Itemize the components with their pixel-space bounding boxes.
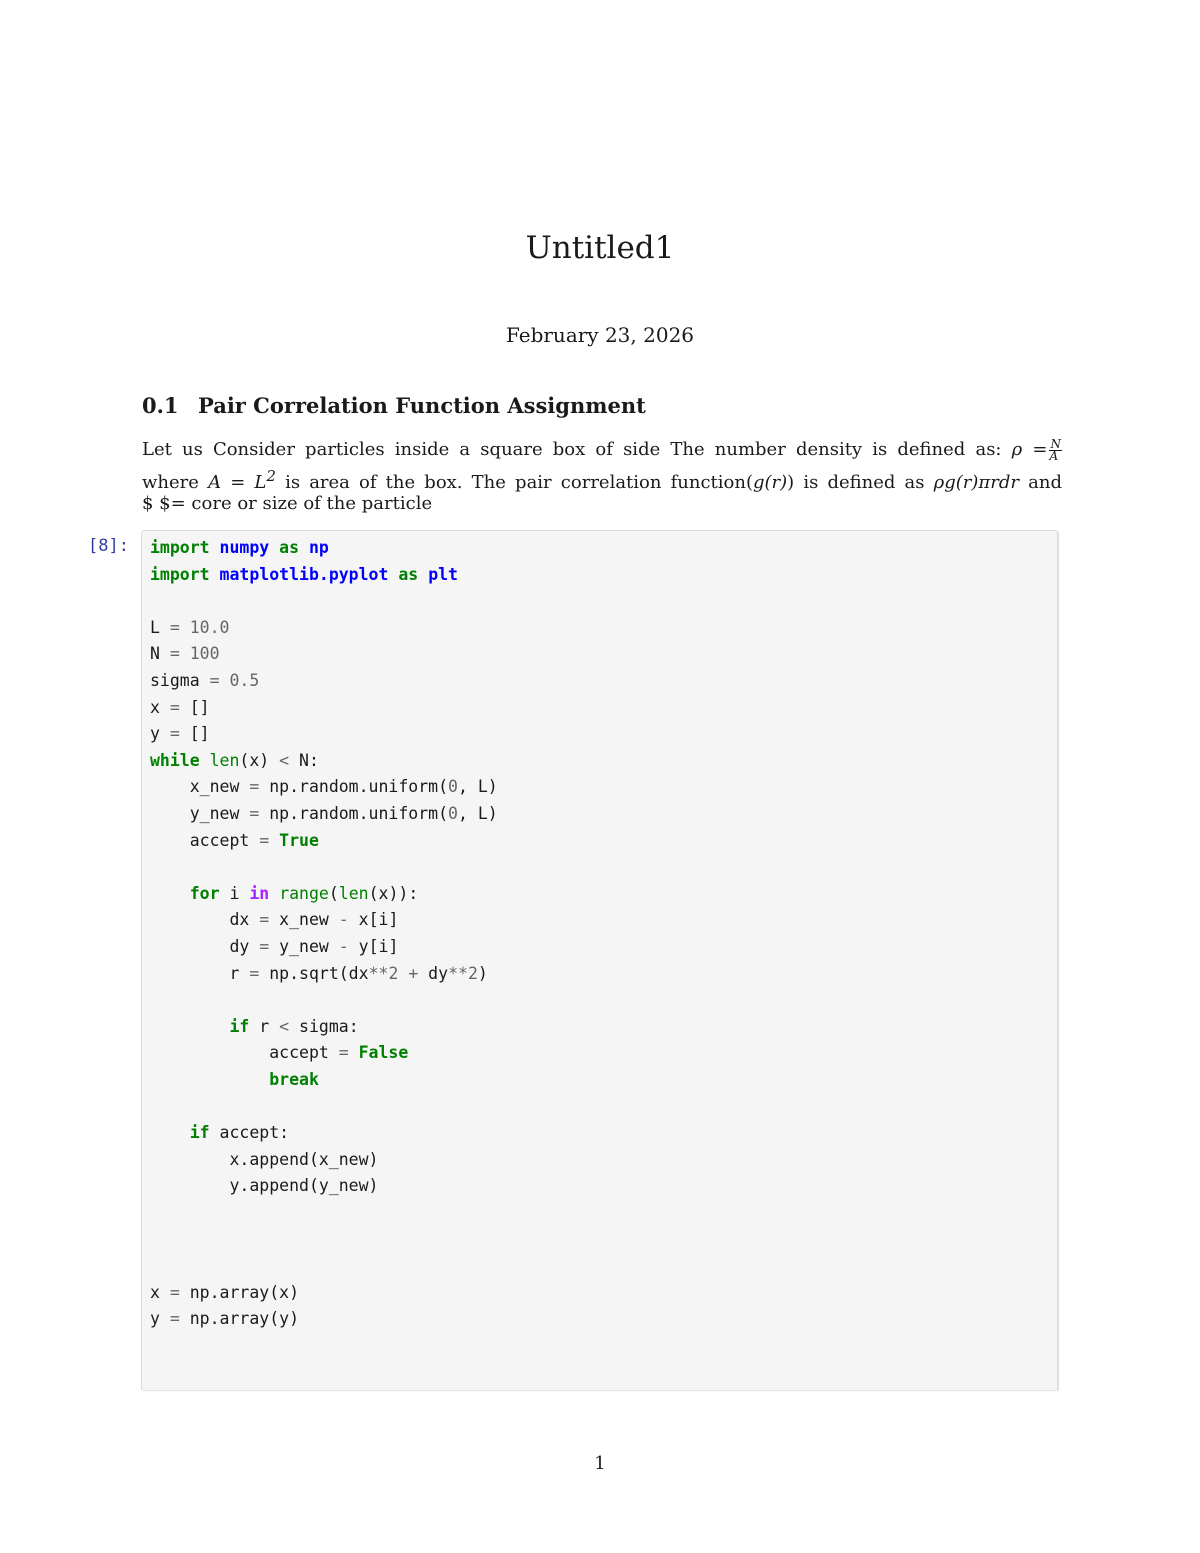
section-number: 0.1 (142, 393, 179, 418)
code-cell[interactable] (141, 530, 1058, 1390)
pair-correlation-text: is area of the box. The pair correlation function( (285, 472, 753, 493)
code-line: break (269, 1069, 319, 1089)
code-line: for i in range(len(x)): (189, 883, 419, 903)
code-line: y_new = np.random.uniform(0, L) (150, 803, 498, 823)
code-line: x = np.array(x) (150, 1282, 300, 1302)
code-line: x_new = np.random.uniform(0, L) (150, 777, 498, 797)
code-line (150, 854, 498, 881)
code-line: x.append(x_new) (150, 1149, 379, 1169)
code-line: import matplotlib.pyplot as plt (150, 564, 458, 584)
code-line: r = np.sqrt(dx**2 + dy**2) (150, 963, 488, 983)
code-block[interactable] (150, 535, 498, 1333)
code-line: accept = False (150, 1043, 409, 1063)
definition-expression: ρg(r)πrdr (933, 472, 1019, 493)
section-heading (142, 393, 646, 418)
rho-symbol: ρ (1011, 439, 1023, 460)
code-line: sigma = 0.5 (150, 670, 260, 690)
code-line: dx = x_new - x[i] (150, 910, 399, 930)
code-line (150, 1093, 498, 1120)
code-line: import numpy as np (150, 538, 329, 557)
code-line: y.append(y_new) (150, 1176, 379, 1196)
cell-prompt: [8]: (88, 536, 129, 556)
code-line (150, 1226, 498, 1253)
where-word: where (142, 472, 199, 493)
code-line (150, 987, 498, 1014)
paragraph-line-1 (142, 436, 1062, 463)
paragraph-line-2 (142, 463, 1062, 493)
page-number: 1 (594, 1453, 606, 1474)
code-line: if r < sigma: (229, 1016, 359, 1036)
code-line: if accept: (189, 1123, 290, 1143)
document-date: February 23, 2026 (505, 323, 695, 347)
paragraph-line-1-text: Let us Consider particles inside a square box of side The number density is defined as: (142, 439, 1002, 460)
code-line (150, 588, 498, 615)
code-line: N = 100 (150, 644, 220, 664)
code-line: dy = y_new - y[i] (150, 936, 399, 956)
code-line: y = [] (150, 724, 210, 744)
code-line (150, 1200, 498, 1227)
code-line: while len(x) < N: (150, 750, 319, 770)
code-line: y = np.array(y) (150, 1309, 300, 1329)
and-word: and (1028, 472, 1062, 493)
fraction-numerator: N (1050, 436, 1061, 451)
section-title: Pair Correlation Function Assignment (198, 393, 646, 418)
g-of-r: g(r) (753, 472, 788, 493)
document-title: Untitled1 (525, 230, 675, 266)
intro-paragraph (142, 436, 1062, 517)
density-fraction (1049, 436, 1062, 463)
code-line: x = [] (150, 697, 210, 717)
area-exponent: 2 (266, 467, 276, 485)
code-line: accept = True (150, 830, 319, 850)
equals-sign: = (1032, 439, 1048, 460)
area-equation-base: A = L (208, 472, 267, 493)
code-line: L = 10.0 (150, 617, 230, 637)
definition-text: ) is defined as (787, 472, 925, 493)
paragraph-line-3: $ $= core or size of the particle (142, 493, 433, 514)
code-line (150, 1253, 498, 1280)
fraction-denominator: A (1049, 448, 1059, 463)
